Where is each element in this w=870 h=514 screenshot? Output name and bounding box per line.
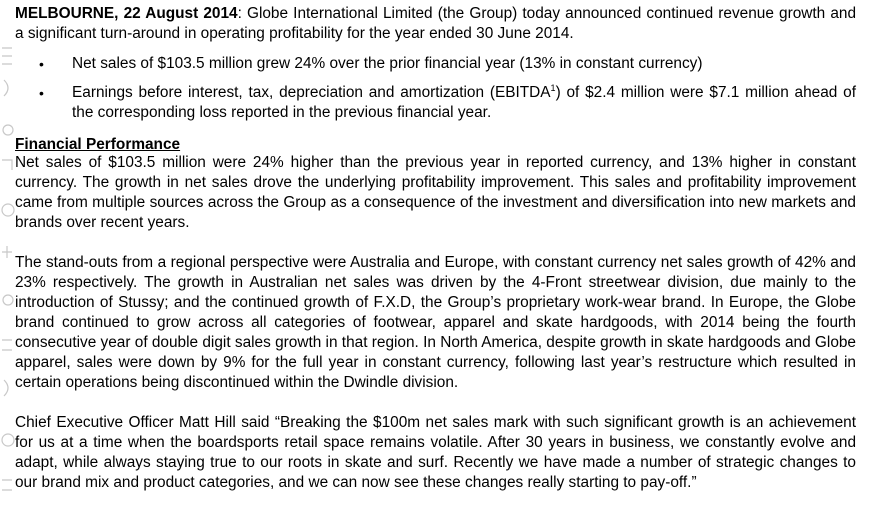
body-paragraph: Net sales of $103.5 million were 24% higher than the previous year in reported currency, and 13% higher in constant currency. The growth in net sales drove the underlying profitability improvement. This sales and profitability improvement came from multiple sources across the Group as a consequence of the investment and diversification into new markets and brands over recent years. (15, 154, 856, 231)
list-item (15, 83, 856, 123)
intro-paragraph (15, 4, 856, 44)
bullet-icon: • (39, 56, 44, 72)
highlights-list (15, 54, 856, 123)
body-paragraph: Chief Executive Officer Matt Hill said “Breaking the $100m net sales mark with such significant growth is an achievement for us at a time when the boardsports retail space remains volatile. After 30 years in business, we constantly evolve and adapt, while always staying true to our roots in skate and surf. Recently we have made a number of strategic changes to our brand mix and product categories, and we can now see these changes really starting to pay-off.” (15, 414, 856, 491)
body-paragraph: The stand-outs from a regional perspective were Australia and Europe, with constant currency net sales growth of 42% and 23% respectively. The growth in Australian net sales was driven by the 4-Front streetwear division, due mainly to the introduction of Stussy; and the continued growth of F.X.D, the Group’s proprietary work-wear brand. In Europe, the Globe brand continued to grow across all categories of footwear, apparel and skate hardgoods, with 2014 being the fourth consecutive year of double digit sales growth in that region. In North America, despite growth in skate hardgoods and Globe apparel, sales were down by 9% for the full year in constant currency, following last year’s restructure which resulted in certain operations being discontinued within the Dwindle division. (15, 254, 856, 391)
dateline: MELBOURNE, 22 August 2014 (15, 5, 238, 22)
bullet-text: Net sales of $103.5 million grew 24% over the prior financial year (13% in constant currency) (72, 55, 703, 72)
footnote-marker: 1 (550, 83, 556, 93)
list-item (15, 54, 856, 74)
intro-text: : Globe International Limited (the Group) today announced continued revenue growth and a significant turn-around in operating profitability for the year ended 30 June 2014. (15, 5, 856, 42)
bullet-text: Earnings before interest, tax, depreciation and amortization (EBITDA (72, 84, 551, 101)
section-heading: Financial Performance (15, 136, 181, 153)
side-stamp-graphic (0, 20, 16, 510)
bullet-text-continued: ) of $2.4 million were $7.1 million ahead of the corresponding loss reported in the previous financial year. (72, 84, 856, 121)
press-release-body (15, 4, 856, 493)
bullet-icon: • (39, 85, 44, 101)
